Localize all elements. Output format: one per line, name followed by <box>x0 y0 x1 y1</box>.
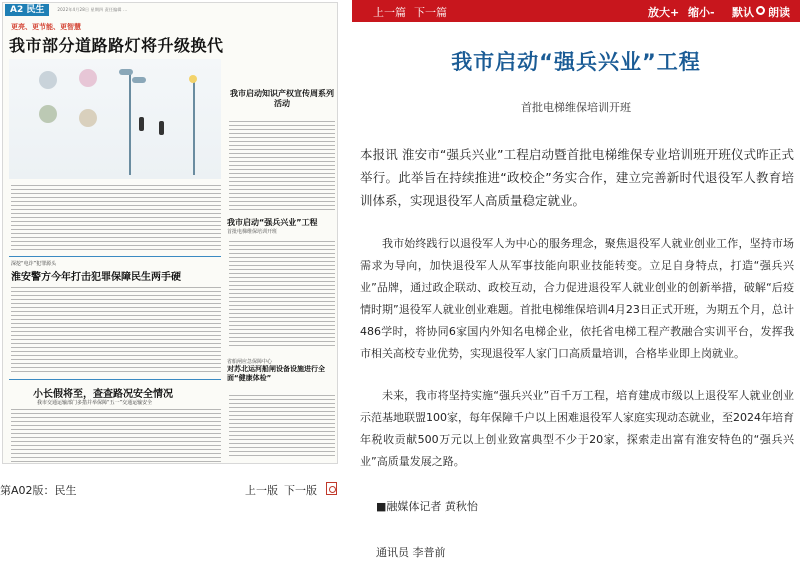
default-size-button[interactable]: 默认 <box>732 6 754 19</box>
article-panel <box>352 0 800 571</box>
traffic-light <box>159 121 164 135</box>
next-edition-link[interactable]: 下一版 <box>284 484 317 497</box>
edition-label: 第A02版：民生 <box>0 484 77 497</box>
paper-side-article-2[interactable] <box>227 218 337 235</box>
zoom-out-button[interactable]: 缩小- <box>688 6 715 19</box>
paper-headline-2[interactable]: 淮安警方今年打击犯罪保障民生两手硬 <box>11 272 181 283</box>
prev-edition-link[interactable]: 上一版 <box>245 484 278 497</box>
zoom-in-button[interactable]: 放大+ <box>648 6 680 19</box>
lamp-pole <box>129 71 131 175</box>
article-author: ■融媒体记者 黄秋怡 <box>376 500 478 513</box>
article-correspondent: 通讯员 李普前 <box>376 546 446 559</box>
article-subtitle: 首批电梯维保培训开班 <box>521 101 631 114</box>
paper-divider <box>9 379 221 380</box>
prev-article-button[interactable]: 上一篇 <box>373 6 406 19</box>
article-title: 我市启动“强兵兴业”工程 <box>451 50 701 74</box>
paper-text-block <box>229 241 335 349</box>
paper-subline-1: 深挖“电诈”犯罪源头 <box>11 261 57 267</box>
detail-circle <box>39 71 57 89</box>
paper-side-article-3[interactable] <box>227 358 337 383</box>
detail-circle <box>39 105 57 123</box>
lamp-pole <box>193 79 195 175</box>
lamp-light <box>189 75 197 83</box>
read-aloud-radio-icon[interactable] <box>756 6 765 15</box>
newspaper-page-panel <box>0 0 345 571</box>
paper-text-block <box>229 121 335 213</box>
lamp-head <box>119 69 133 75</box>
paper-divider <box>9 256 221 257</box>
paper-text-block <box>229 395 335 459</box>
side-sub-2: 首批电梯维保培训开班 <box>227 229 278 235</box>
edition-footer <box>0 482 345 498</box>
side-title-2: 我市启动“强兵兴业”工程 <box>227 218 318 227</box>
paper-text-block <box>11 185 221 253</box>
detail-circle <box>79 109 97 127</box>
pdf-icon[interactable] <box>326 482 337 495</box>
paper-header <box>3 3 338 17</box>
paper-headline-3[interactable]: 小长假将至，查查路况安全情况 <box>33 389 173 400</box>
article-paragraph-2: 我市始终践行以退役军人为中心的服务理念，聚焦退役军人就业创业工作，坚持市场需求为导向，加快退役军人从军事技能向职业技能转变。立足自身特点，打造“强兵兴业”品牌，通过政企联动、政校互动，合力促进退役军人就业创业的创新举措，破解“后疫情时期”退役军人就业创业难题。首批电梯维保培训4月23日正式开班，为期五个月，总计486学时，将协同6家国内外知名电梯企业，依托省电梯工程产教融合实训平台，发挥我市相关高校专业优势，实现退役军人家门口高质量培训，合格毕业即上岗就业。 <box>360 237 794 360</box>
paper-tagline: 更亮、更节能、更智慧 <box>11 23 81 31</box>
paper-text-block <box>11 409 221 464</box>
paper-side-article-1[interactable] <box>227 89 337 117</box>
lamp-head <box>132 77 146 83</box>
article-paragraph-1: 本报讯 淮安市“强兵兴业”工程启动暨首批电梯维保专业培训班开班仪式昨正式举行。此举旨在持续推进“政校企”务实合作，建立完善新时代退役军人教育培训体系，实现退役军人高质量稳定就业。 <box>360 147 794 208</box>
article-paragraph-3: 未来，我市将坚持实施“强兵兴业”百千万工程，培育建成市级以上退役军人就业创业示范基地联盟100家，每年保障千户以上困难退役军人家庭实现动态就业，至2024年培育年税收贡献500万元以上创业致富典型不少于20家，探索走出富有淮安特色的“强兵兴业”高质量发展之路。 <box>360 389 794 468</box>
next-article-button[interactable]: 下一篇 <box>414 6 447 19</box>
bottom-sub: 省船闸应急保障中心 <box>227 359 273 365</box>
paper-section-label: A2 民生 <box>5 4 49 16</box>
paper-headline[interactable]: 我市部分道路路灯将升级换代 <box>9 36 224 55</box>
side-title-1: 我市启动知识产权宣传周系列活动 <box>230 89 334 108</box>
detail-circle <box>79 69 97 87</box>
paper-subline-3: 我市交通运输部门多措并举保障“五一”交通运输安全 <box>37 400 153 406</box>
newspaper-page-image[interactable] <box>2 2 338 464</box>
read-aloud-button[interactable]: 朗读 <box>768 6 790 19</box>
article-toolbar <box>352 0 800 22</box>
traffic-light <box>139 117 144 131</box>
paper-text-block <box>11 287 221 375</box>
streetlight-illustration <box>9 59 221 179</box>
bottom-title: 对苏北运河船闸设备设施进行全面“健康体检” <box>227 365 325 382</box>
paper-date-line: 2022年4月28日 星期四 责任编辑 ... <box>57 7 128 12</box>
